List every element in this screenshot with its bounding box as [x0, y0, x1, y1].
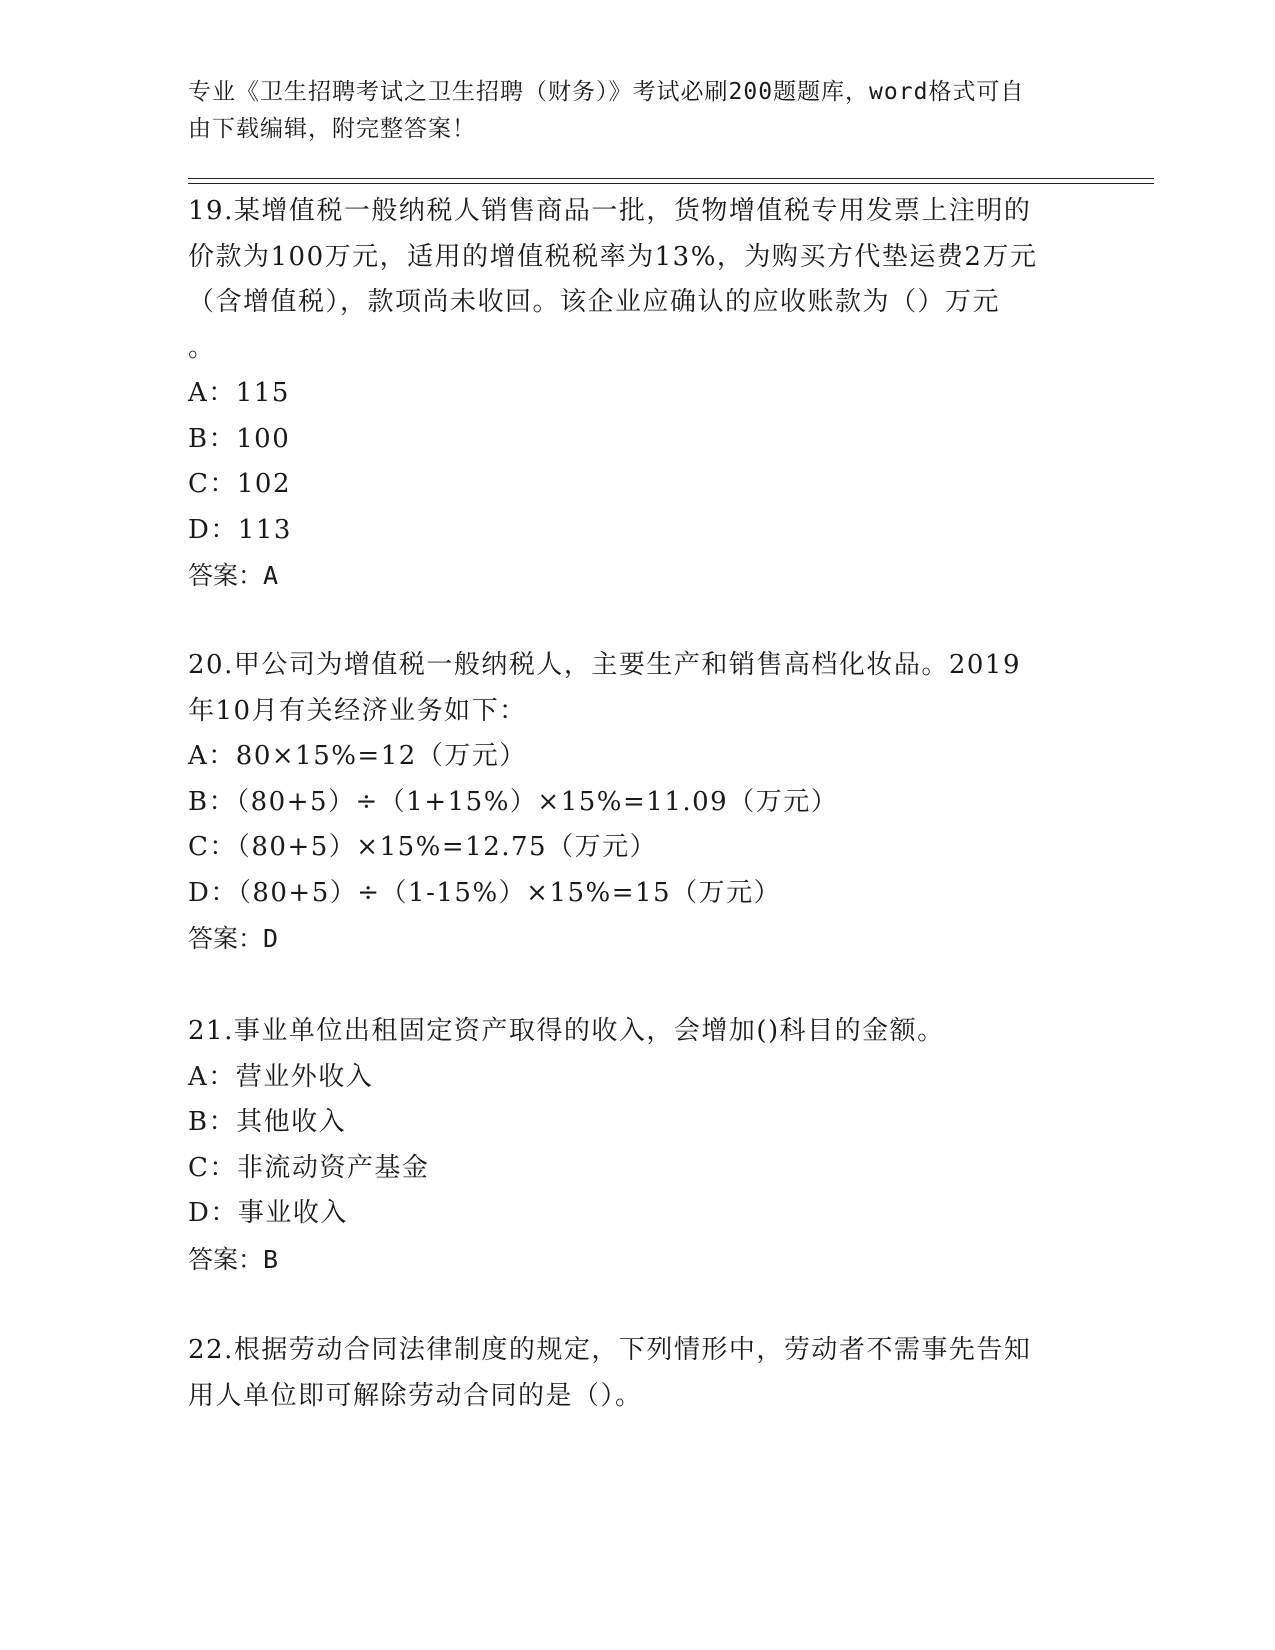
- option-d: D：（80+5）÷（1-15%）×15%=15（万元）: [188, 877, 782, 908]
- question-stem-line: 用人单位即可解除劳动合同的是（）。: [188, 1380, 643, 1411]
- header-line-2: 由下载编辑，附完整答案！: [188, 116, 476, 142]
- option-c: C：（80+5）×15%=12.75（万元）: [188, 832, 658, 862]
- question-stem-line: 年10月有关经济业务如下：: [188, 695, 527, 726]
- question-19: [188, 189, 1088, 599]
- answer-line: 答案：B: [188, 1244, 279, 1274]
- question-stem-line: 20.甲公司为增值税一般纳税人，主要生产和销售高档化妆品。2019: [188, 650, 1022, 680]
- option-c: C：102: [188, 469, 292, 499]
- question-22: [188, 1328, 1088, 1419]
- option-a: A：115: [188, 378, 290, 408]
- option-a: A：80×15%=12（万元）: [188, 741, 527, 771]
- option-b: B：100: [188, 423, 291, 454]
- header-line-1: 专业《卫生招聘考试之卫生招聘（财务）》考试必刷200题题库，word格式可自: [188, 79, 1025, 105]
- question-stem-line: 价款为100万元，适用的增值税税率为13%，为购买方代垫运费2万元: [188, 241, 1038, 272]
- option-c: C：非流动资产基金: [188, 1152, 430, 1183]
- answer-line: 答案：D: [188, 924, 279, 953]
- document-header: [188, 74, 1068, 148]
- option-d: D：113: [188, 514, 292, 545]
- header-divider-bottom: [188, 183, 1154, 184]
- question-stem-line: 22.根据劳动合同法律制度的规定，下列情形中，劳动者不需事先告知: [188, 1335, 1032, 1365]
- question-stem-line: （含增值税），款项尚未收回。该企业应确认的应收账款为（）万元: [188, 287, 1001, 317]
- question-21: [188, 1009, 1088, 1282]
- question-stem-line: 。: [188, 332, 216, 363]
- question-stem-line: 21.事业单位出租固定资产取得的收入，会增加()科目的金额。: [188, 1016, 945, 1046]
- option-d: D：事业收入: [188, 1198, 348, 1228]
- option-b: B：（80+5）÷（1+15%）×15%=11.09（万元）: [188, 786, 839, 817]
- header-divider-top: [188, 178, 1154, 179]
- question-stem-line: 19.某增值税一般纳税人销售商品一批，货物增值税专用发票上注明的: [188, 196, 1032, 226]
- question-20: [188, 643, 1088, 962]
- answer-line: 答案：A: [188, 561, 279, 590]
- option-b: B：其他收入: [188, 1107, 347, 1137]
- option-a: A：营业外收入: [188, 1061, 374, 1092]
